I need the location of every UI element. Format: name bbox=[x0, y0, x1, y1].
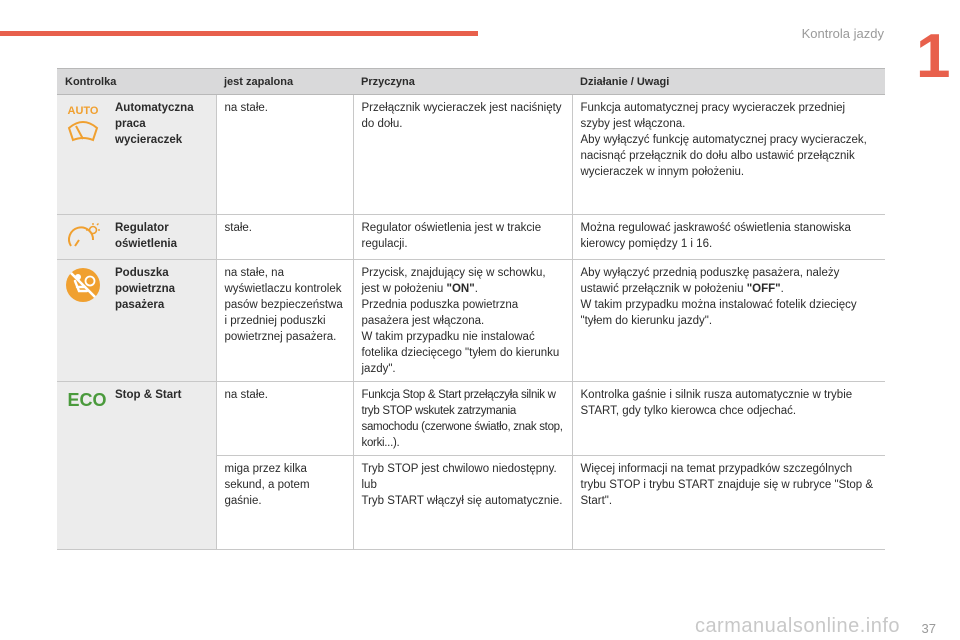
indicator-name: Stop & Start bbox=[107, 382, 216, 550]
action-text: . W takim przypadku można instalować fotelik dziecięcy "tyłem do kierunku jazdy". bbox=[580, 283, 857, 327]
icon-cell bbox=[57, 382, 107, 550]
action-cell: Więcej informacji na temat przypadków szczególnych trybu STOP i trybu START znajduje się w rubryce "Stop & Start". bbox=[572, 456, 885, 550]
chapter-number: 1 bbox=[916, 22, 951, 91]
dashboard-lighting-icon bbox=[65, 222, 101, 252]
on-label: "ON" bbox=[446, 283, 475, 295]
cause-text: . Przednia poduszka powietrzna pasażera jest włączona. W takim przypadku nie instalować fotelika dziecięcego "tyłem do kierunku jazdy". bbox=[361, 283, 560, 375]
cause-text: Przycisk, znajdujący się w schowku, jest w położeniu bbox=[361, 267, 546, 295]
table-header-row bbox=[57, 69, 885, 95]
state-cell: na stałe. bbox=[216, 382, 353, 456]
table-row bbox=[57, 95, 885, 215]
passenger-airbag-off-icon bbox=[65, 267, 101, 303]
eco-icon-text: ECO bbox=[67, 390, 107, 410]
cause-cell: Tryb STOP jest chwilowo niedostępny. lub Tryb START włączył się automatycznie. bbox=[353, 456, 572, 550]
icon-cell bbox=[57, 260, 107, 382]
icon-cell bbox=[57, 215, 107, 260]
icon-cell bbox=[57, 95, 107, 215]
indicator-name: Regulator oświetlenia bbox=[107, 215, 216, 260]
state-cell: na stałe, na wyświetlaczu kontrolek pasów bezpieczeństwa i przedniej poduszki powietrznej pasażera. bbox=[216, 260, 353, 382]
auto-wiper-icon-text: AUTO bbox=[67, 105, 99, 117]
header-accent-bar bbox=[0, 31, 478, 36]
indicator-name: Automatyczna praca wycieraczek bbox=[107, 95, 216, 215]
cause-cell: Przełącznik wycieraczek jest naciśnięty do dołu. bbox=[353, 95, 572, 215]
off-label: "OFF" bbox=[746, 283, 781, 295]
watermark: carmanualsonline.info bbox=[694, 615, 900, 637]
cause-cell: Funkcja Stop & Start przełączyła silnik w tryb STOP wskutek zatrzymania samochodu (czerwone światło, znak stop, korki...). bbox=[353, 382, 572, 456]
eco-stop-start-icon bbox=[65, 389, 109, 411]
indicator-name: Poduszka powietrzna pasażera bbox=[107, 260, 216, 382]
action-cell: Kontrolka gaśnie i silnik rusza automatycznie w trybie START, gdy tylko kierowca chce odjechać. bbox=[572, 382, 885, 456]
table-row bbox=[57, 260, 885, 382]
table-row bbox=[57, 215, 885, 260]
action-cell: Można regulować jaskrawość oświetlenia stanowiska kierowcy pomiędzy 1 i 16. bbox=[572, 215, 885, 260]
indicator-table bbox=[57, 68, 885, 550]
action-cell: Funkcja automatycznej pracy wycieraczek przedniej szyby jest włączona. Aby wyłączyć funkcję automatycznej pracy wycieraczek, nacisnąć przełącznik do dołu albo ustawić przełącznik wycieraczek w innym położeniu. bbox=[572, 95, 885, 215]
cause-cell: Regulator oświetlenia jest w trakcie regulacji. bbox=[353, 215, 572, 260]
state-cell: na stałe. bbox=[216, 95, 353, 215]
section-title: Kontrola jazdy bbox=[801, 26, 884, 41]
column-header-action: Działanie / Uwagi bbox=[572, 69, 885, 95]
cause-cell bbox=[353, 260, 572, 382]
column-header-state: jest zapalona bbox=[216, 69, 353, 95]
state-cell: miga przez kilka sekund, a potem gaśnie. bbox=[216, 456, 353, 550]
action-text: Aby wyłączyć przednią poduszkę pasażera, należy ustawić przełącznik w położeniu bbox=[580, 267, 840, 295]
table-row bbox=[57, 382, 885, 456]
page-number: 37 bbox=[921, 621, 936, 636]
auto-wiper-icon bbox=[65, 102, 101, 146]
action-cell bbox=[572, 260, 885, 382]
state-cell: stałe. bbox=[216, 215, 353, 260]
column-header-cause: Przyczyna bbox=[353, 69, 572, 95]
column-header-kontrolka: Kontrolka bbox=[57, 69, 216, 95]
